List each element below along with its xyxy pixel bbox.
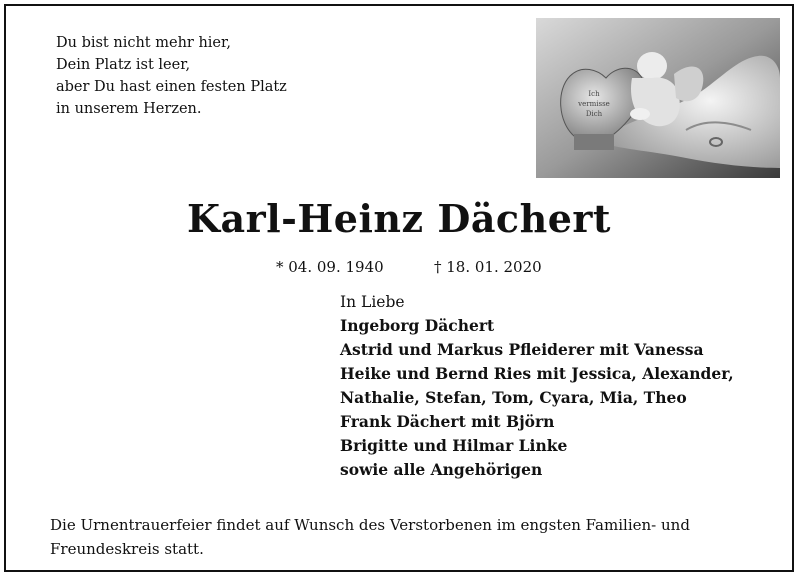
death-date: † 18. 01. 2020 xyxy=(434,258,542,276)
poem-line: in unserem Herzen. xyxy=(56,101,202,117)
heart-inscription-line: Ich xyxy=(588,90,600,98)
angel-heart-hand-image xyxy=(536,18,780,178)
heart-inscription-line: vermisse xyxy=(578,100,610,108)
deceased-name: Karl-Heinz Dächert xyxy=(187,196,611,241)
obituary-notice xyxy=(4,4,794,572)
poem-line: aber Du hast einen festen Platz xyxy=(56,79,287,95)
mourner-line: Ingeborg Dächert xyxy=(340,316,495,335)
mourner-line: Heike und Bernd Ries mit Jessica, Alexander, xyxy=(340,364,734,383)
funeral-note: Die Urnentrauerfeier findet auf Wunsch des Verstorbenen im engsten Familien- und Freundeskreis statt. xyxy=(50,516,690,558)
memorial-photo xyxy=(536,18,780,178)
mourner-line: sowie alle Angehörigen xyxy=(340,460,543,479)
poem-line: Du bist nicht mehr hier, xyxy=(56,35,231,51)
poem-line: Dein Platz ist leer, xyxy=(56,57,191,73)
heart-inscription-line: Dich xyxy=(585,110,603,118)
mourner-line: Frank Dächert mit Björn xyxy=(340,412,555,431)
mourners-list xyxy=(340,290,734,482)
birth-date: * 04. 09. 1940 xyxy=(276,258,384,276)
memorial-poem xyxy=(56,32,287,120)
mourner-line: Nathalie, Stefan, Tom, Cyara, Mia, Theo xyxy=(340,388,687,407)
mourner-line: Astrid und Markus Pfleiderer mit Vanessa xyxy=(340,340,704,359)
mourners-intro: In Liebe xyxy=(340,293,405,311)
mourner-line: Brigitte und Hilmar Linke xyxy=(340,436,568,455)
